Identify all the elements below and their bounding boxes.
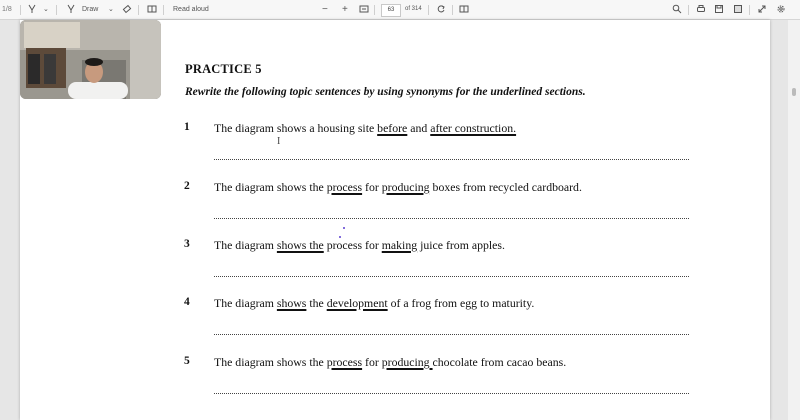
zoom-out-button[interactable]: − — [322, 4, 328, 15]
sentence-text: of a frog from egg to maturity. — [387, 296, 535, 310]
sentence-text: and — [407, 121, 431, 135]
page-total-label: of 314 — [405, 6, 422, 12]
underlined-phrase: after construction. — [430, 121, 517, 135]
sentence-text: the — [306, 296, 327, 310]
scrollbar-thumb[interactable] — [792, 88, 796, 96]
sentence-text: process for — [323, 238, 382, 252]
practice-title: PRACTICE 5 — [185, 62, 262, 76]
underlined-phrase: process — [326, 355, 363, 369]
answer-line[interactable] — [214, 334, 689, 335]
answer-line[interactable] — [214, 276, 689, 277]
underlined-phrase: before — [377, 121, 408, 135]
save-as-icon[interactable] — [733, 0, 743, 19]
page-thumbnail-indicator[interactable]: 1/8 — [2, 6, 12, 13]
toolbar-divider — [428, 5, 429, 15]
gear-icon[interactable] — [776, 0, 786, 19]
page-number-input[interactable]: 63 — [381, 4, 401, 17]
underlined-phrase: shows — [276, 296, 307, 310]
eraser-icon[interactable] — [122, 0, 132, 19]
highlight-icon[interactable] — [27, 0, 37, 19]
topic-sentence — [214, 121, 516, 136]
underlined-phrase: producing — [381, 355, 433, 369]
answer-line[interactable] — [214, 159, 689, 160]
item-number: 5 — [184, 355, 190, 367]
instruction-text: Rewrite the following topic sentences by using synonyms for the underlined sections. — [185, 86, 586, 98]
topic-sentence — [214, 296, 534, 311]
underlined-phrase: development — [326, 296, 388, 310]
vertical-scrollbar[interactable] — [788, 20, 800, 420]
zoom-in-button[interactable]: + — [342, 4, 348, 15]
webcam-image — [20, 20, 161, 99]
sentence-text: The diagram shows the — [214, 180, 327, 194]
topic-sentence — [214, 238, 505, 253]
toolbar-divider — [138, 5, 139, 15]
sentence-text: The diagram — [214, 238, 277, 252]
chevron-down-icon[interactable]: ⌄ — [108, 6, 114, 13]
item-number: 4 — [184, 296, 190, 308]
toolbar-divider — [56, 5, 57, 15]
draw-icon[interactable] — [66, 0, 76, 19]
item-number: 2 — [184, 180, 190, 192]
sentence-text: The diagram — [214, 296, 277, 310]
toolbar-divider — [163, 5, 164, 15]
toolbar-divider — [688, 5, 689, 15]
sentence-text: The diagram shows the — [214, 355, 327, 369]
item-number: 3 — [184, 238, 190, 250]
annotation-mark — [343, 227, 345, 229]
sentence-text: chocolate from cacao beans. — [432, 355, 567, 369]
fullscreen-icon[interactable] — [757, 0, 767, 19]
underlined-phrase: shows the — [276, 238, 324, 252]
underlined-phrase: making — [381, 238, 418, 252]
sentence-text: boxes from recycled cardboard. — [429, 180, 582, 194]
rotate-icon[interactable] — [436, 0, 446, 19]
sentence-text: The diagram shows a housing site — [214, 121, 378, 135]
search-icon[interactable] — [672, 0, 682, 19]
underlined-phrase: producing — [381, 180, 430, 194]
save-icon[interactable] — [714, 0, 724, 19]
draw-button[interactable]: Draw — [82, 6, 99, 13]
answer-line[interactable] — [214, 393, 689, 394]
topic-sentence — [214, 355, 566, 370]
toolbar-divider — [20, 5, 21, 15]
toolbar-divider — [452, 5, 453, 15]
two-page-icon[interactable] — [459, 0, 469, 19]
underlined-phrase: process — [326, 180, 363, 194]
sentence-text: juice from apples. — [417, 238, 505, 252]
toolbar-divider — [374, 5, 375, 15]
read-aloud-button[interactable]: Read aloud — [173, 6, 209, 13]
pdf-toolbar — [0, 0, 800, 20]
view-mode-icon[interactable] — [147, 0, 157, 19]
toolbar-divider — [749, 5, 750, 15]
fit-page-icon[interactable] — [359, 0, 369, 19]
item-number: 1 — [184, 121, 190, 133]
print-icon[interactable] — [696, 0, 706, 19]
sentence-text: for — [362, 355, 382, 369]
chevron-down-icon[interactable]: ⌄ — [43, 6, 49, 13]
text-cursor-icon: I — [277, 136, 281, 147]
sentence-text: for — [362, 180, 382, 194]
annotation-mark — [339, 236, 341, 238]
webcam-overlay[interactable] — [20, 20, 161, 99]
answer-line[interactable] — [214, 218, 689, 219]
topic-sentence — [214, 180, 582, 195]
